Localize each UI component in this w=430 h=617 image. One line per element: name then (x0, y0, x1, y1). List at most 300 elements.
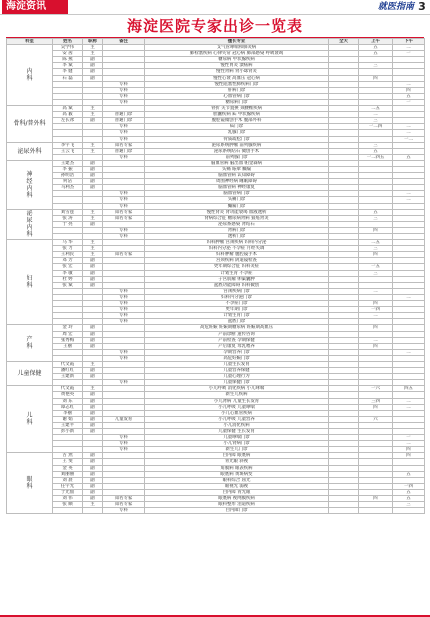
title-cell: 副 (83, 57, 103, 63)
title-cell: 副 (83, 160, 103, 166)
note-cell: 专科 (103, 319, 145, 325)
specialty-cell: 心血管病门诊 (145, 93, 329, 99)
doctor-name-cell: 古 然 (53, 453, 83, 459)
column-header: 擅长专业 (145, 39, 329, 45)
title-cell: 副 (83, 374, 103, 380)
afternoon-cell: 二 (393, 404, 425, 410)
specialty-cell: 产前检查 孕期保健 (145, 337, 329, 343)
afternoon-cell: 二 (393, 398, 425, 404)
page-title: 海淀医院专家出诊一览表 (126, 17, 303, 35)
specialty-cell: 骨质疏松门诊 (145, 136, 329, 142)
specialty-cell: 慢性肾炎 肾功能衰竭 血液透析 (145, 209, 329, 215)
doctor-name-cell: 谭志红 (53, 404, 83, 410)
specialty-cell: 青光眼 斜视 (145, 459, 329, 465)
morning-cell: 四 (359, 404, 393, 410)
doctor-name-cell: 石 磊 (53, 75, 83, 81)
specialty-cell: 慢性阻塞性肺疾病门诊 (145, 81, 329, 87)
afternoon-cell: 五 (393, 489, 425, 495)
specialty-cell: 计划生育 不孕症 (145, 270, 329, 276)
afternoon-cell: 三 (393, 502, 425, 508)
afternoon-cell: 二 (393, 294, 425, 300)
morning-cell: 三 (359, 118, 393, 124)
morning-cell: 一二四 (359, 124, 393, 130)
specialty-cell: 肝病门诊 (145, 87, 329, 93)
title-cell: 副 (83, 404, 103, 410)
morning-cell: 五 (359, 51, 393, 57)
doctor-name-cell: 张 宏 (53, 264, 83, 270)
afternoon-cell: 二 (393, 441, 425, 447)
note-cell: 专科 (103, 294, 145, 300)
specialty-cell: 更年期门诊 (145, 307, 329, 313)
department-cell: 神 经 内 科 (7, 160, 53, 209)
specialty-cell: 头痛 眩晕 癫痫 (145, 166, 329, 172)
note-cell: 知名专家 (103, 252, 145, 258)
specialty-cell: 孕期营养门诊 (145, 349, 329, 355)
title-cell: 副 (83, 63, 103, 69)
department-cell: 儿 科 (7, 386, 53, 453)
specialty-cell: 前列腺门诊 (145, 154, 329, 160)
specialty-cell: 眼科整形 泪道疾病 (145, 502, 329, 508)
specialty-cell: 小儿消化疾病 (145, 422, 329, 428)
doctor-name-cell: 李 健 (53, 69, 83, 75)
specialty-cell: 泌尿系统肿瘤 前列腺疾病 (145, 142, 329, 148)
page-number: 3 (418, 0, 426, 13)
specialty-cell: 慢性心衰 高血压 冠心病 (145, 75, 329, 81)
afternoon-cell (393, 508, 425, 514)
title-cell: 副 (83, 453, 103, 459)
doctor-name-cell: 李宇飞 (53, 142, 83, 148)
doctor-name-cell: 张 涛 (53, 215, 83, 221)
morning-cell: 三 (359, 246, 393, 252)
doctor-name-cell: 张 顺 (53, 502, 83, 508)
title-cell: 主 (83, 215, 103, 221)
title-cell: 副 (83, 459, 103, 465)
morning-cell: 四 (359, 301, 393, 307)
title-cell: 副 (83, 179, 103, 185)
title-cell: 副 (83, 496, 103, 502)
afternoon-cell: 一四 (393, 483, 425, 489)
specialty-cell: 白内障门诊 (145, 508, 329, 514)
doctor-name-cell: 王 斐 (53, 459, 83, 465)
department-cell: 骨科/普外科 (7, 106, 53, 143)
specialty-cell: 妇科内分泌 不孕症 月经失调 (145, 246, 329, 252)
doctor-name-cell: 谢 娟 (53, 416, 83, 422)
note-cell: 专科 (103, 380, 145, 386)
morning-cell: 一四 (359, 307, 393, 313)
note-cell: 专科 (103, 301, 145, 307)
specialty-cell: 小儿呼吸 消化疾病 小儿哮喘 (145, 386, 329, 392)
title-cell: 主 (83, 45, 103, 51)
doctor-name-cell: 安 茜 (53, 51, 83, 57)
note-cell: 专科 (103, 227, 145, 233)
doctor-name-cell: 王建杰 (53, 160, 83, 166)
specialty-cell: 妇科肿瘤 腹腔镜手术 (145, 252, 329, 258)
doctor-name-cell: 代文霞 (53, 386, 83, 392)
doctor-name-cell: 邓 芳 (53, 258, 83, 264)
specialty-cell: 盆底门诊 (145, 319, 329, 325)
specialty-cell: 慢性肾病 肾小球肾炎 (145, 69, 329, 75)
specialty-cell: 高危妊娠 妊娠期糖尿病 妊娠期高血压 (145, 325, 329, 331)
note-cell: 知名专家 (103, 496, 145, 502)
afternoon-cell: 一 (393, 435, 425, 441)
specialty-cell: 产后康复 母乳喂养 (145, 343, 329, 349)
specialty-cell: 产前诊断 遗传咨询 (145, 331, 329, 337)
specialty-cell: 宫颈疾病 阴道镜检查 (145, 258, 329, 264)
doctor-name-cell: 高 斌 (53, 106, 83, 112)
doctor-name-cell: 马 华 (53, 240, 83, 246)
doctor-name-cell: 李丽 (53, 410, 83, 416)
specialty-cell: 乳腺门诊 (145, 130, 329, 136)
morning-cell: 三 (359, 142, 393, 148)
title-cell: 主 (83, 51, 103, 57)
doctor-name-cell: 杜 婷 (53, 276, 83, 282)
doctor-name-cell: 任宇光 (53, 483, 83, 489)
afternoon-cell: 五 (393, 93, 425, 99)
specialty-cell: 眼底病 黄斑病变 (145, 471, 329, 477)
specialty-cell: 儿童保健门诊 (145, 380, 329, 386)
department-cell: 眼 科 (7, 453, 53, 514)
note-cell: 专科 (103, 130, 145, 136)
specialty-cell: 角膜病 眼表疾病 (145, 465, 329, 471)
specialty-cell: 头痛门诊 (145, 197, 329, 203)
doctor-name-cell: 何洁 (53, 179, 83, 185)
title-cell: 副 (83, 221, 103, 227)
specialty-cell: 腹腔镜微创手术 腹部外科 (145, 118, 329, 124)
fullday-cell (329, 508, 359, 514)
specialty-cell: 脑血管病门诊 (145, 191, 329, 197)
title-cell: 主 (83, 142, 103, 148)
title-cell: 主 (83, 246, 103, 252)
title-cell: 副 (83, 331, 103, 337)
specialty-cell: 眼底病 视网膜疾病 (145, 496, 329, 502)
morning-cell: 四 (359, 496, 393, 502)
department-cell: 泌尿外科 (7, 142, 53, 160)
specialty-cell: 糖尿病 甲状腺疾病 (145, 57, 329, 63)
title-cell (83, 508, 103, 514)
title-cell: 副 (83, 337, 103, 343)
specialty-cell: 更年期综合征 妇科炎症 (145, 264, 329, 270)
column-header: 姓名 (53, 39, 83, 45)
specialty-cell: 儿童心理行为 (145, 374, 329, 380)
title-cell: 副 (83, 173, 103, 179)
specialty-cell: 宫颈疾病门诊 (145, 288, 329, 294)
specialty-cell: 眼科综合 屈光 (145, 477, 329, 483)
specialty-cell: 眼视光 弱视 (145, 483, 329, 489)
note-cell: 专科 (103, 124, 145, 130)
morning-cell: 五 (359, 148, 393, 154)
column-header: 科室 (7, 39, 53, 45)
morning-cell: 二 (359, 288, 393, 294)
afternoon-cell: 四 (393, 87, 425, 93)
morning-cell: 四 (359, 227, 393, 233)
morning-cell: 二 (359, 112, 393, 118)
note-cell: 知名专家 (103, 142, 145, 148)
morning-cell: 五 (359, 45, 393, 51)
note-cell: 专科 (103, 87, 145, 93)
morning-cell: 二 (359, 313, 393, 319)
doctor-name-cell: 刘丽丽 (53, 471, 83, 477)
specialty-cell: 新生儿门诊 (145, 447, 329, 453)
note-cell: 专科 (103, 313, 145, 319)
specialty-cell: 儿童生长发育 (145, 361, 329, 367)
title-cell: 副 (83, 483, 103, 489)
specialty-cell: 胆囊疾病 疝 甲状腺疾病 (145, 112, 329, 118)
note-cell: 知名专家 (103, 209, 145, 215)
specialty-cell: 疝门诊 (145, 124, 329, 130)
title-cell: 副 (83, 398, 103, 404)
specialty-cell: 脑血管病 脑出血 帕金森病 (145, 160, 329, 166)
doctor-name-cell: 高 毅 (53, 112, 83, 118)
specialty-cell: 子宫肌瘤 卵巢囊肿 (145, 276, 329, 282)
specialty-cell: 脑血管病 认知障碍 (145, 173, 329, 179)
column-header: 全天 (329, 39, 359, 45)
title-cell: 副 (83, 166, 103, 172)
title-cell: 副 (83, 471, 103, 477)
schedule-table (6, 38, 425, 514)
specialty-cell: 小儿肾病门诊 (145, 441, 329, 447)
specialty-cell: 不孕症门诊 (145, 301, 329, 307)
afternoon-cell: 五 (393, 496, 425, 502)
specialty-cell: 泌尿系感染 肾结石 (145, 221, 329, 227)
specialty-cell: 小儿肾病 儿童生长发育 (145, 398, 329, 404)
note-cell: 专科 (103, 441, 145, 447)
doctor-name-cell: 李 斌 (53, 63, 83, 69)
note-cell: 专科 (103, 197, 145, 203)
doctor-name-cell: 金 玲 (53, 325, 83, 331)
specialty-cell: 肺栓塞疾病 心律失常 冠心病 肺部感染 呼吸衰竭 (145, 51, 329, 57)
department-cell: 儿童保健 (7, 361, 53, 385)
note-cell: 专科 (103, 136, 145, 142)
column-header: 职称 (83, 39, 103, 45)
doctor-name-cell: 李 振 (53, 166, 83, 172)
note-cell: 专科 (103, 349, 145, 355)
doctor-name-cell: 吴学伟 (53, 45, 83, 51)
title-cell: 主 (83, 240, 103, 246)
note-cell: 专科 (103, 435, 145, 441)
afternoon-cell: 四 (393, 447, 425, 453)
department-cell: 内 科 (7, 45, 53, 106)
morning-cell: 三四 (359, 398, 393, 404)
afternoon-cell: 二 (393, 197, 425, 203)
section-label-right: 就医指南 (377, 2, 414, 12)
morning-cell: 一二四五 (359, 154, 393, 160)
specialty-cell: 肾病综合征 糖尿病肾病 狼疮肾炎 (145, 215, 329, 221)
doctor-name-cell: 王建平 (53, 422, 83, 428)
title-cell: 副 (83, 489, 103, 495)
note-cell: 普通门诊 (103, 112, 145, 118)
specialty-cell: 儿童营养保健 (145, 368, 329, 374)
title-cell: 副 (83, 477, 103, 483)
specialty-cell: 肾病门诊 (145, 227, 329, 233)
afternoon-cell: 四 (393, 453, 425, 459)
morning-cell: 六 (359, 416, 393, 422)
morning-cell: 四 (359, 252, 393, 258)
note-cell: 知名专家 (103, 215, 145, 221)
title-cell: 副 (83, 270, 103, 276)
morning-cell (359, 508, 393, 514)
title-cell: 副 (83, 282, 103, 288)
title-cell: 主 (83, 106, 103, 112)
doctor-name-cell: 王建新 (53, 374, 83, 380)
specialty-cell: 高危妊娠门诊 (145, 355, 329, 361)
specialty-cell: 妇科内分泌门诊 (145, 294, 329, 300)
note-cell: 专科 (103, 447, 145, 453)
title-cell: 主 (83, 252, 103, 258)
specialty-cell: 白内障 青光眼 (145, 489, 329, 495)
morning-cell: 四 (359, 343, 393, 349)
doctor-name-cell: 刘 伟 (53, 496, 83, 502)
title-cell: 主 (83, 209, 103, 215)
specialty-cell: 儿童哮喘门诊 (145, 435, 329, 441)
morning-cell: 四 (359, 75, 393, 81)
specialty-cell: 妇科肿瘤 宫颈疾病 妇科内分泌 (145, 240, 329, 246)
doctor-name-cell: 李 敏 (53, 270, 83, 276)
morning-cell: 二五 (359, 240, 393, 246)
title-cell: 副 (83, 392, 103, 398)
doctor-name-cell: 张秀梅 (53, 337, 83, 343)
specialty-cell: 泌尿系统结石 微创手术 (145, 148, 329, 154)
afternoon-cell: 五 (393, 154, 425, 160)
note-cell: 儿童发育 (103, 416, 145, 422)
title-cell: 副 (83, 185, 103, 191)
afternoon-cell: 一二 (393, 136, 425, 142)
morning-cell: 二五 (359, 106, 393, 112)
note-cell: 专科 (103, 355, 145, 361)
doctor-name-cell: 马利杰 (53, 185, 83, 191)
afternoon-cell: 二 (393, 124, 425, 130)
note-cell: 专科 (103, 81, 145, 87)
afternoon-cell: 二 (393, 130, 425, 136)
doctor-name-cell: 于光仙 (53, 489, 83, 495)
specialty-cell: 小儿呼吸 儿童营养 (145, 416, 329, 422)
doctor-name-cell: 代文霞 (53, 361, 83, 367)
title-cell: 副 (83, 264, 103, 270)
specialty-cell: 骨折 关节置换 颈腰椎疾病 (145, 106, 329, 112)
table-row (7, 508, 425, 514)
doctor-name-cell: 张 力 (53, 246, 83, 252)
specialty-cell: 小儿心血管疾病 (145, 410, 329, 416)
note-cell: 专科 (103, 203, 145, 209)
title-cell: 副 (83, 325, 103, 331)
note-cell: 专科 (103, 288, 145, 294)
doctor-name-cell: 刘雪莲 (53, 209, 83, 215)
department-cell: 产 科 (7, 325, 53, 362)
doctor-name-cell: 左长冰 (53, 118, 83, 124)
doctor-name-cell: 王丽 (53, 343, 83, 349)
section-label-left: 海淀资讯 (2, 0, 68, 14)
title-cell: 副 (83, 343, 103, 349)
doctor-name-cell: 刘 晨 (53, 477, 83, 483)
afternoon-cell: 四五 (393, 386, 425, 392)
doctor-name-cell: 陈 燕 (53, 57, 83, 63)
morning-cell: 四 (359, 325, 393, 331)
specialty-cell: 儿童保健 生长发育 (145, 429, 329, 435)
title-cell: 副 (83, 258, 103, 264)
afternoon-cell: 二 (393, 349, 425, 355)
morning-cell: 二 (359, 337, 393, 343)
specialty-cell: 慢性胃炎 溃疡病 (145, 63, 329, 69)
doctor-name-cell: 刘 东 (53, 398, 83, 404)
title-cell: 副 (83, 465, 103, 471)
title-cell: 主 (83, 148, 103, 154)
specialty-cell: 新生儿疾病 (145, 392, 329, 398)
department-cell: 泌 尿 内 科 (7, 209, 53, 239)
note-cell: 普通门诊 (103, 118, 145, 124)
department-cell: 妇 科 (7, 240, 53, 325)
title-cell: 副 (83, 422, 103, 428)
column-header: 备注 (103, 39, 145, 45)
specialty-cell: 白内障 眼底病 (145, 453, 329, 459)
morning-cell: 一五 (359, 264, 393, 270)
note-cell: 专科 (103, 191, 145, 197)
specialty-cell: 小儿呼吸 儿童哮喘 (145, 404, 329, 410)
specialty-cell: 周围神经病 睡眠障碍 (145, 179, 329, 185)
note-cell: 专科 (103, 154, 145, 160)
top-bar (0, 0, 430, 15)
afternoon-cell: 二 (393, 81, 425, 87)
doctor-name-cell: 黄艳英 (53, 392, 83, 398)
note-cell: 专科 (103, 99, 145, 105)
title-cell: 副 (83, 368, 103, 374)
specialty-cell: 计划生育门诊 (145, 313, 329, 319)
morning-cell: 五 (359, 209, 393, 215)
afternoon-cell: 五 (393, 471, 425, 477)
note-cell: 专科 (103, 508, 145, 514)
afternoon-cell: 二 (393, 45, 425, 51)
doctor-name-cell: 张 斌 (53, 282, 83, 288)
title-cell: 副 (83, 75, 103, 81)
morning-cell: 三 (359, 270, 393, 276)
morning-cell: 三 (359, 63, 393, 69)
title-cell: 主 (83, 112, 103, 118)
specialty-cell: 支气管哮喘和肺炎病 (145, 45, 329, 51)
doctor-name-cell: 王云飞 (53, 148, 83, 154)
specialty-cell: 透析门诊 (145, 234, 329, 240)
doctor-name-cell: 孙明浩 (53, 173, 83, 179)
title-cell: 副 (83, 416, 103, 422)
specialty-cell: 癫痫门诊 (145, 203, 329, 209)
doctor-name-cell: 于 亮 (53, 221, 83, 227)
specialty-cell: 盆底功能障碍 妇科微创 (145, 282, 329, 288)
doctor-name-cell: 周 宏 (53, 331, 83, 337)
note-cell: 专科 (103, 234, 145, 240)
doctor-name-cell (53, 508, 83, 514)
morning-cell: 三 (359, 215, 393, 221)
title-cell: 主 (83, 502, 103, 508)
column-header: 下午 (393, 39, 425, 45)
doctor-name-cell: 潘红红 (53, 368, 83, 374)
afternoon-cell: 二 (393, 191, 425, 197)
note-cell: 知名专家 (103, 502, 145, 508)
title-cell: 主 (83, 386, 103, 392)
afternoon-cell: 一 (393, 51, 425, 57)
note-cell: 普通门诊 (103, 148, 145, 154)
title-cell: 副 (83, 429, 103, 435)
title-cell: 副 (83, 276, 103, 282)
note-cell: 专科 (103, 307, 145, 313)
title-cell: 副 (83, 410, 103, 416)
morning-cell: 一六 (359, 386, 393, 392)
doctor-name-cell: 金 英 (53, 465, 83, 471)
afternoon-cell: 一 (393, 99, 425, 105)
specialty-cell: 脑血管病 神经康复 (145, 185, 329, 191)
title-cell: 主 (83, 361, 103, 367)
note-cell: 专科 (103, 93, 145, 99)
doctor-name-cell: 彭小新 (53, 429, 83, 435)
doctor-name-cell: 王利民 (53, 252, 83, 258)
column-header: 上午 (359, 39, 393, 45)
title-cell: 副 (83, 69, 103, 75)
